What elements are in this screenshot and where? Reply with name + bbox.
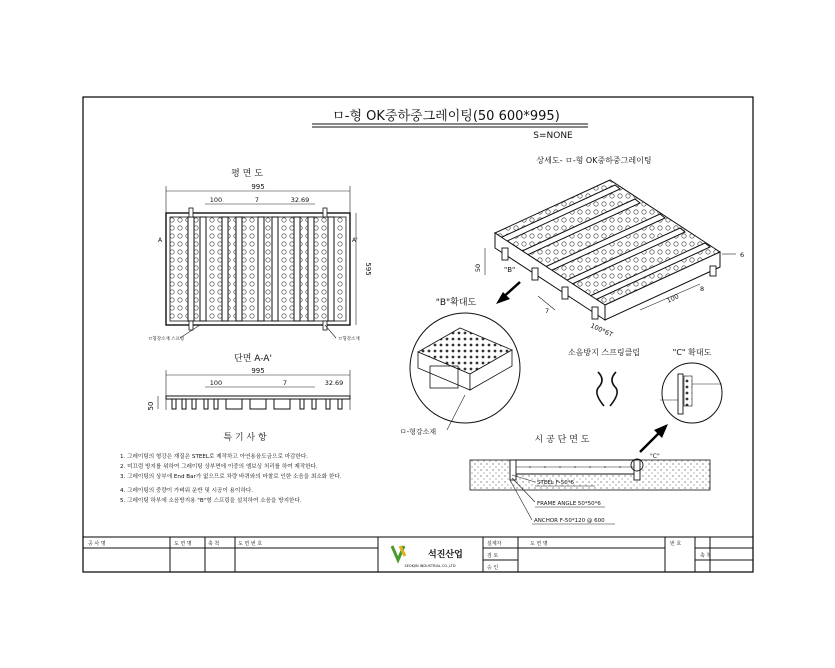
spring-clip-label: 소음방지 스프링클립 bbox=[567, 348, 641, 357]
tb-cell-right-3: 축 척 bbox=[700, 553, 712, 559]
tb-row-2: 검 토 bbox=[487, 553, 499, 559]
drawing-title: ㅁ-형 OK중하중그레이팅(50 600*995) bbox=[332, 109, 560, 124]
notes-block bbox=[120, 431, 342, 504]
section-view-label: 단면 A-A' bbox=[234, 354, 272, 364]
drawing-title-group bbox=[312, 108, 588, 141]
company-logo bbox=[392, 546, 405, 560]
title-block bbox=[83, 537, 753, 572]
company-subtitle: SEOKJIN INDUSTRIAL CO.,LTD bbox=[404, 564, 456, 568]
b-detail-callout: ㅁ-형강소재 bbox=[399, 428, 437, 436]
section-dim-overall: 995 bbox=[251, 367, 265, 375]
iso-dim-8: 8 bbox=[700, 285, 705, 293]
installation-callout-2: FRAME ANGLE 50*50*6 bbox=[537, 501, 601, 507]
tb-row-1: 설계자 bbox=[487, 541, 502, 547]
note-line: 3. 그레이팅의 상부에 End Bar가 없으므로 차량 바퀴와의 마찰로 인한 소음을 최소화 한다. bbox=[120, 474, 342, 480]
c-detail bbox=[660, 347, 722, 423]
installation-label: 시 공 단 면 도 bbox=[534, 435, 590, 445]
iso-detail-label: 상세도- ㅁ-형 OK중하중그레이팅 bbox=[536, 156, 652, 165]
plan-view-label: 평 면 도 bbox=[231, 169, 263, 179]
plan-dim-c: 32.69 bbox=[290, 196, 310, 204]
section-dim-c: 32.69 bbox=[324, 379, 344, 387]
section-view bbox=[147, 352, 350, 410]
iso-detail bbox=[474, 155, 744, 339]
iso-dim-100: 100 bbox=[665, 292, 681, 305]
plan-note-left: ㅁ형강소재 스프링 bbox=[148, 337, 185, 342]
b-detail bbox=[400, 296, 520, 436]
plan-dim-height: 595 bbox=[364, 262, 372, 276]
notes-heading: 특 기 사 항 bbox=[223, 433, 267, 443]
installation-callout-3: ANCHOR F-50*120 @ 600 bbox=[534, 518, 605, 524]
tb-cell-right-1: 도 면 명 bbox=[530, 541, 548, 547]
tb-cell-3: 축 척 bbox=[208, 541, 220, 547]
b-detail-label: "B"확대도 bbox=[435, 298, 477, 308]
plan-section-mark-right: A' bbox=[352, 237, 358, 244]
iso-dim-6: 6 bbox=[740, 251, 745, 259]
iso-dim-100x6t: 100*6T bbox=[589, 321, 615, 339]
drawing-scale: S=NONE bbox=[533, 131, 573, 141]
company-name: 석진산업 bbox=[428, 550, 463, 560]
note-line: 1. 그레이팅의 형강은 재질은 STEEL로 제작하고 아연용융도금으로 마감한다. bbox=[120, 454, 309, 460]
tb-cell-1: 공 사 명 bbox=[88, 541, 106, 547]
iso-dim-50: 50 bbox=[474, 263, 482, 273]
installation-section bbox=[470, 433, 710, 524]
installation-callout-1: STEEL F-50*6 bbox=[537, 480, 575, 486]
tb-row-3: 승 인 bbox=[487, 565, 499, 571]
installation-marker-c: "C" bbox=[650, 453, 660, 460]
section-dim-b: 7 bbox=[282, 379, 288, 387]
tb-cell-4: 도 면 번 호 bbox=[238, 541, 263, 547]
iso-dim-7: 7 bbox=[545, 307, 550, 315]
section-dim-a: 100 bbox=[209, 379, 223, 387]
plan-dim-b: 7 bbox=[254, 196, 260, 204]
plan-dim-overall: 995 bbox=[251, 183, 265, 191]
plan-note-right: ㅁ형강소재 bbox=[338, 337, 360, 342]
tb-cell-2: 도 면 명 bbox=[174, 541, 192, 547]
note-line: 4. 그레이팅의 중량이 가벼워 운반 및 시공이 용이하다. bbox=[120, 488, 254, 494]
plan-dim-a: 100 bbox=[209, 196, 223, 204]
iso-marker-b: "B" bbox=[504, 266, 516, 274]
section-dim-height: 50 bbox=[147, 401, 155, 411]
plan-view bbox=[148, 167, 372, 342]
spring-clip-detail bbox=[568, 347, 640, 406]
note-line: 5. 그레이팅 하부에 소음방지용 "B"형 스프링을 설치하여 소음을 방지한다. bbox=[120, 498, 302, 504]
c-detail-label: "C" 확대도 bbox=[672, 348, 712, 357]
tb-cell-right-2: 번 호 bbox=[670, 541, 682, 547]
note-line: 2. 미끄럼 방지를 위하여 그레이팅 상부면에 이중의 엠보싱 처리를 하여 제작한다. bbox=[120, 464, 318, 470]
plan-section-mark-left: A bbox=[158, 237, 163, 244]
